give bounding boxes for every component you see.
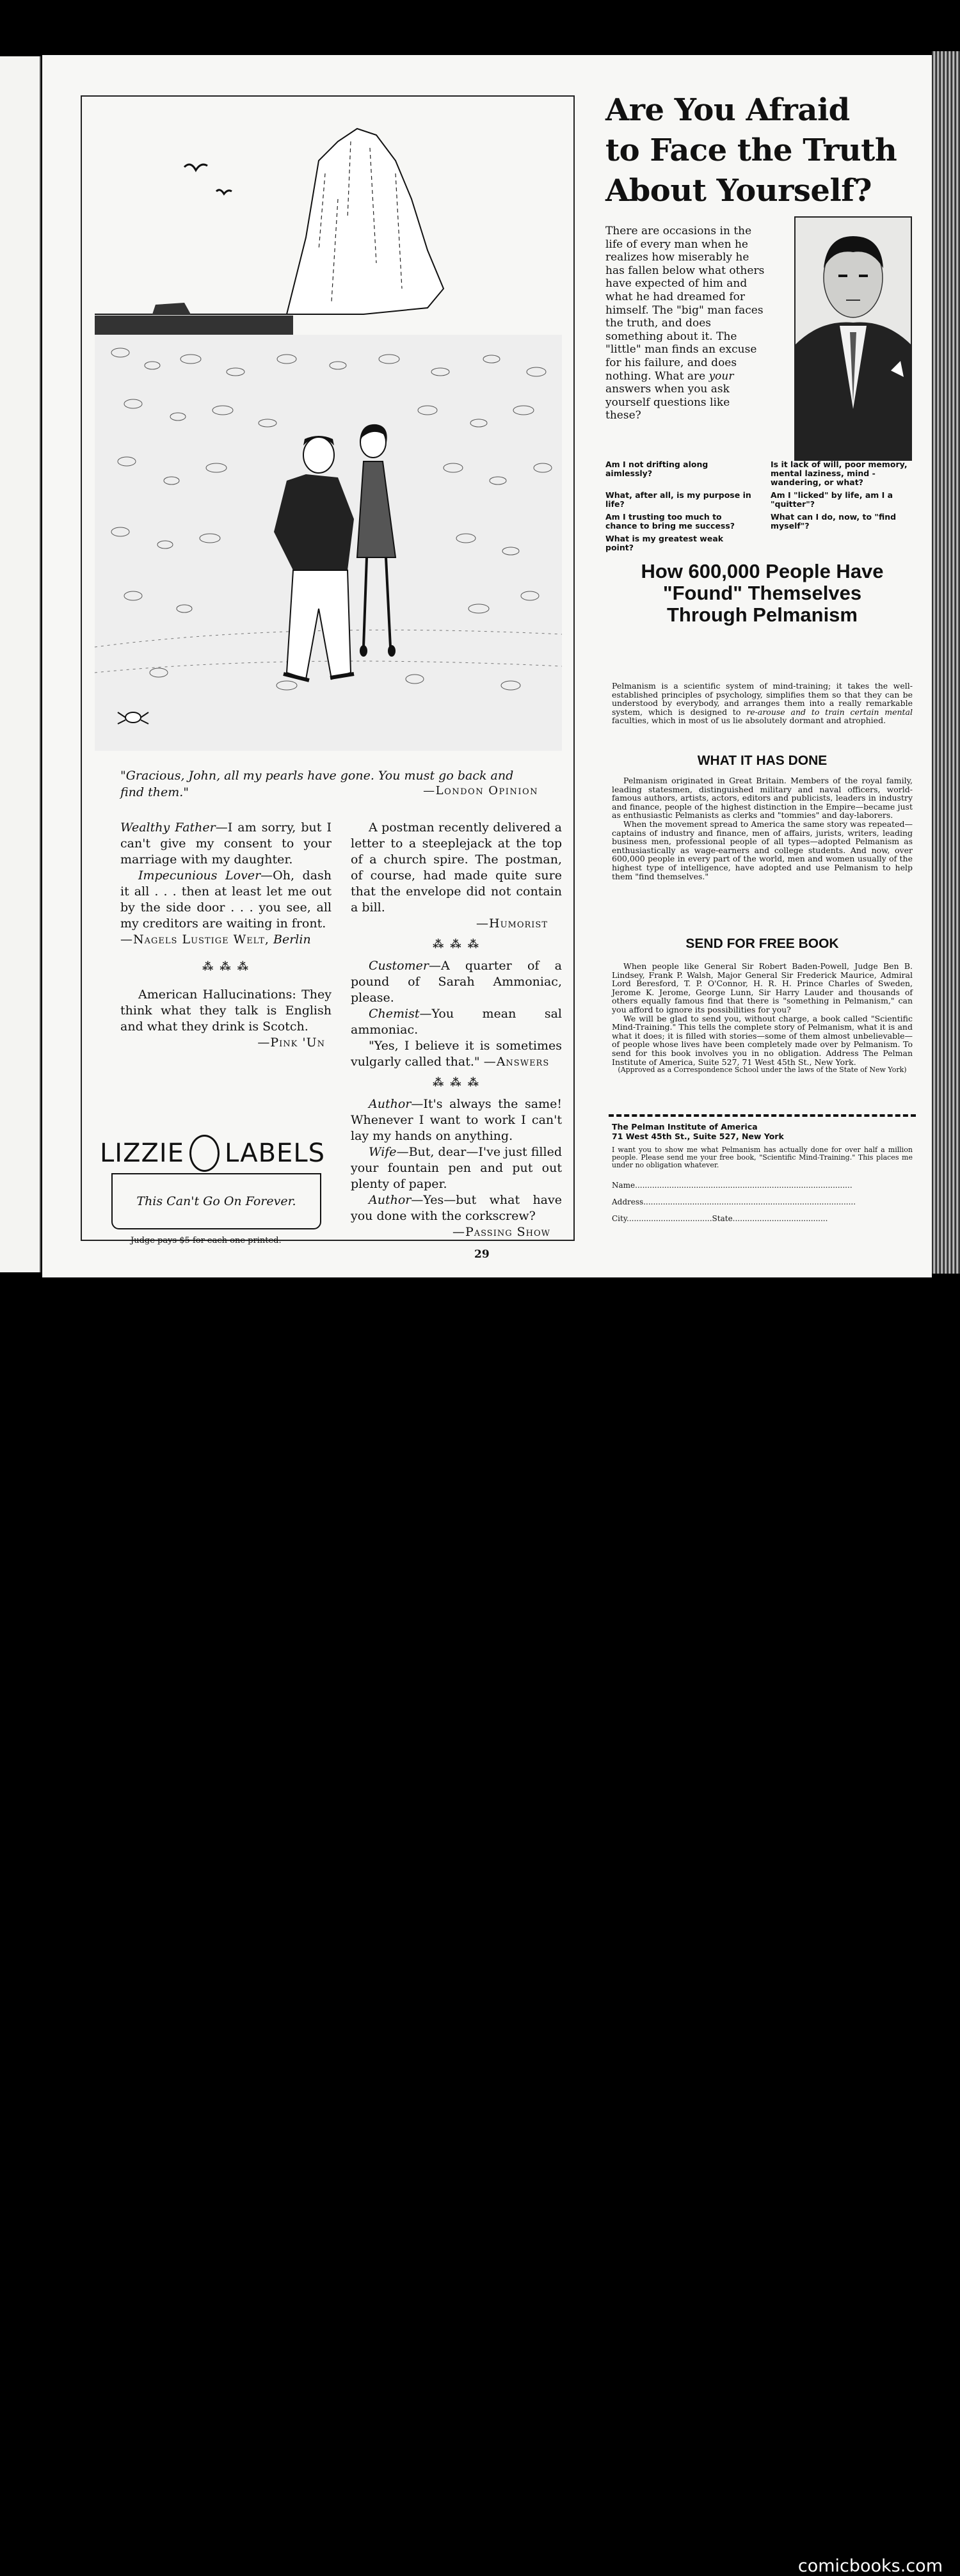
ad-subheadline: How 600,000 People Have "Found" Themselves Through Pelmanism [641,560,884,626]
ad-intro: There are occasions in the life of every man when he realizes how miserably he has fallen below what others have expected of him and what he had dreamed for himself. The "big" man faces the truth, and does something about it. The "little" man finds an excuse for his failure, and does nothing. What are your answers when you ask yourself questions like these? [605,225,765,422]
question-item: What, after all, is my purpose in life? [605,490,751,509]
joke-text: —It's always the same! Whenever I want to work I can't lay my hands on anything. [351,1097,562,1143]
lizzie-label-frame [111,1173,321,1229]
speaker-label: Customer [369,959,429,973]
speaker-label: Wealthy Father [120,820,216,835]
question-item: Is it lack of will, poor memory, mental laziness, mind - wandering, or what? [771,460,908,487]
ornament-divider: ⁂ ⁂ ⁂ [432,1076,480,1089]
joke-credit: —Nagels Lustige Welt, Berlin [120,932,311,947]
ad-body-intro: Pelmanism is a scientific system of mind-training; it takes the well-established principles of psychology, simplifies them so that they can be understood by everybody, and arranges them into a really remarkable system, which is designed to re-arouse and to train certain mental faculties, which in most of us lie absolutely dormant and atrophied. [612,681,913,726]
humor-column [81,95,575,1245]
jokes-right-column [351,820,562,1240]
joke-text: American Hallucinations: They think what they talk is English and what they drink is Scotch. [120,988,332,1034]
question-item: What is my greatest weak point? [605,534,724,552]
page-number: 29 [474,1248,490,1261]
pelmanism-advertisement [605,90,919,1223]
lizzie-labels-title: LIZZIE LABELS [100,1135,325,1172]
ornament-divider: ⁂ ⁂ ⁂ [432,938,480,951]
speaker-label: Author [369,1097,412,1111]
joke-text: —A quarter of a pound of Sarah Ammoniac, please. [351,959,562,1005]
coupon-cut-line [609,1114,916,1117]
joke-paragraph [351,1096,562,1144]
question-item: Am I trusting too much to chance to bring me success? [605,512,735,531]
cartoon-credit: —London Opinion [423,784,538,797]
mail-in-coupon: The Pelman Institute of America 71 West 45th St., Suite 527, New York I want you to show me what Pelmanism has actually done for over half a million people. Please send me your free book, "Scientific Mind-Training." This places me under no obligation whatever. Name......................................................................................... Address....................................................................................... City...................................State....................................... [612,1122,913,1223]
ornament-divider: ⁂ ⁂ ⁂ [202,961,250,973]
joke-credit: —Pink 'Un [257,1036,325,1050]
lizzie-labels-box [100,1135,325,1245]
joke-credit: —Humorist [476,916,548,931]
magazine-page [42,55,932,1277]
joke-text: —You mean sal ammoniac. [351,1007,562,1037]
joke-paragraph [351,1144,562,1192]
joke-text: —Oh, dash it all . . . then at least let me out by the side door . . . you see, all my creditors are waiting in front. [120,868,332,931]
question-item: What can I do, now, to "find myself"? [771,512,897,531]
ad-headline: Are You Afraid to Face the Truth About Yourself? [605,92,897,209]
joke-paragraph [351,1038,562,1070]
bottom-bar [0,1274,960,2576]
speaker-label: Author [369,1193,412,1207]
self-questions-list [605,460,919,556]
joke-text: —Yes—but what have you done with the corkscrew? [351,1193,562,1223]
jokes-left-column [120,820,332,1051]
left-page-edge [0,56,41,1272]
ad-body-history: Pelmanism originated in Great Britain. Members of the royal family, leading statesmen, distinguished military and naval officers, world-famous authors, artists, actors, editors and publicists, leaders in industry and finance, people of the highest distinction in the Empire—became just as enthusiastic Pelmanists as clerks and "tommies" and day-laborers. When the movement spread to America the same story was repeated—captains of industry and finance, men of affairs, jurists, writers, leading business men, professional people of all types—adopted Pelmanism as enthusiastically as wage-earners and college students. And now, over 600,000 people in every part of the world, men and women usually of the highest type of intelligence, have adopted and use Pelmanism to help them "find themselves." [612,776,913,881]
speaker-label: Wife [369,1145,397,1159]
lizzie-tagline: This Can't Go On Forever. [136,1194,296,1208]
man-portrait-photo [795,217,911,460]
coupon-name-field[interactable]: Name......................................................................................... [612,1181,852,1190]
joke-text: A postman recently delivered a letter to a steeplejack at the top of a church spire. The postman, of course, had made quite sure that the envelope did not contain a bill. [351,820,562,915]
speaker-label: Chemist [369,1007,420,1021]
beach-cartoon-illustration [95,122,562,749]
joke-paragraph [351,1006,562,1038]
section-heading-what-it-has-done: WHAT IT HAS DONE [697,753,828,768]
joke-text: —I am sorry, but I can't give my consent to your marriage with my daughter. [120,820,332,867]
joke-text: "Yes, I believe it is sometimes vulgarly called that." [351,1039,562,1069]
coupon-city-state-field[interactable]: City...................................State....................................... [612,1214,828,1223]
cartoon-caption: "Gracious, John, all my pearls have gone. You must go back and find them." [120,769,514,799]
joke-paragraph [120,868,332,932]
joke-credit: —Passing Show [452,1225,550,1239]
joke-paragraph [120,820,332,868]
question-item: Am I "licked" by life, am I a "quitter"? [771,490,893,509]
ad-body-free-book: When people like General Sir Robert Baden-Powell, Judge Ben B. Lindsey, Frank P. Walsh, Major General Sir Frederick Maurice, Admiral Lord Beresford, T. P. O'Connor, H. R. H. Prince Charles of Sweden, Jerome K. Jerome, George Lunn, Sir Harry Lauder and thousands of others equally famous find that there is "something in Pelmanism," can you afford to ignore its possibilities for you? We will be glad to send you, without charge, a book called "Scientific Mind-Training." This tells the complete story of Pelmanism, what it is and what it does; it is filled with stories—some of them almost unbelievable—of people whose lives have been completely made over by Pelmanism. To send for this book involves you in no obligation. Address The Pelman Institute of America, Suite 527, 71 West 45th St., New York. (Approved as a Correspondence School under the laws of the State of New York) [612,961,913,1075]
coupon-address-field[interactable]: Address....................................................................................... [612,1197,856,1206]
speaker-label: Impecunious Lover [138,868,261,883]
coupon-text: I want you to show me what Pelmanism has actually done for over half a million people. Please send me your free book, "Scientific Mind-Training." This places me under no obligation whatever. [612,1146,913,1169]
watermark: comicbooks.com [797,2556,943,2576]
joke-paragraph [351,958,562,1006]
lizzie-ring-icon [189,1135,220,1172]
joke-paragraph [351,1192,562,1224]
joke-credit: —Answers [483,1055,550,1069]
joke-text: —But, dear—I've just filled your fountain pen and put out plenty of paper. [351,1145,562,1191]
section-heading-free-book: SEND FOR FREE BOOK [685,936,839,951]
approval-note: (Approved as a Correspondence School under the laws of the State of New York) [618,1066,907,1075]
question-item: Am I not drifting along aimlessly? [605,460,708,478]
binding-edge [932,51,960,1280]
lizzie-note: Judge pays $5 for each one printed. [131,1236,282,1245]
